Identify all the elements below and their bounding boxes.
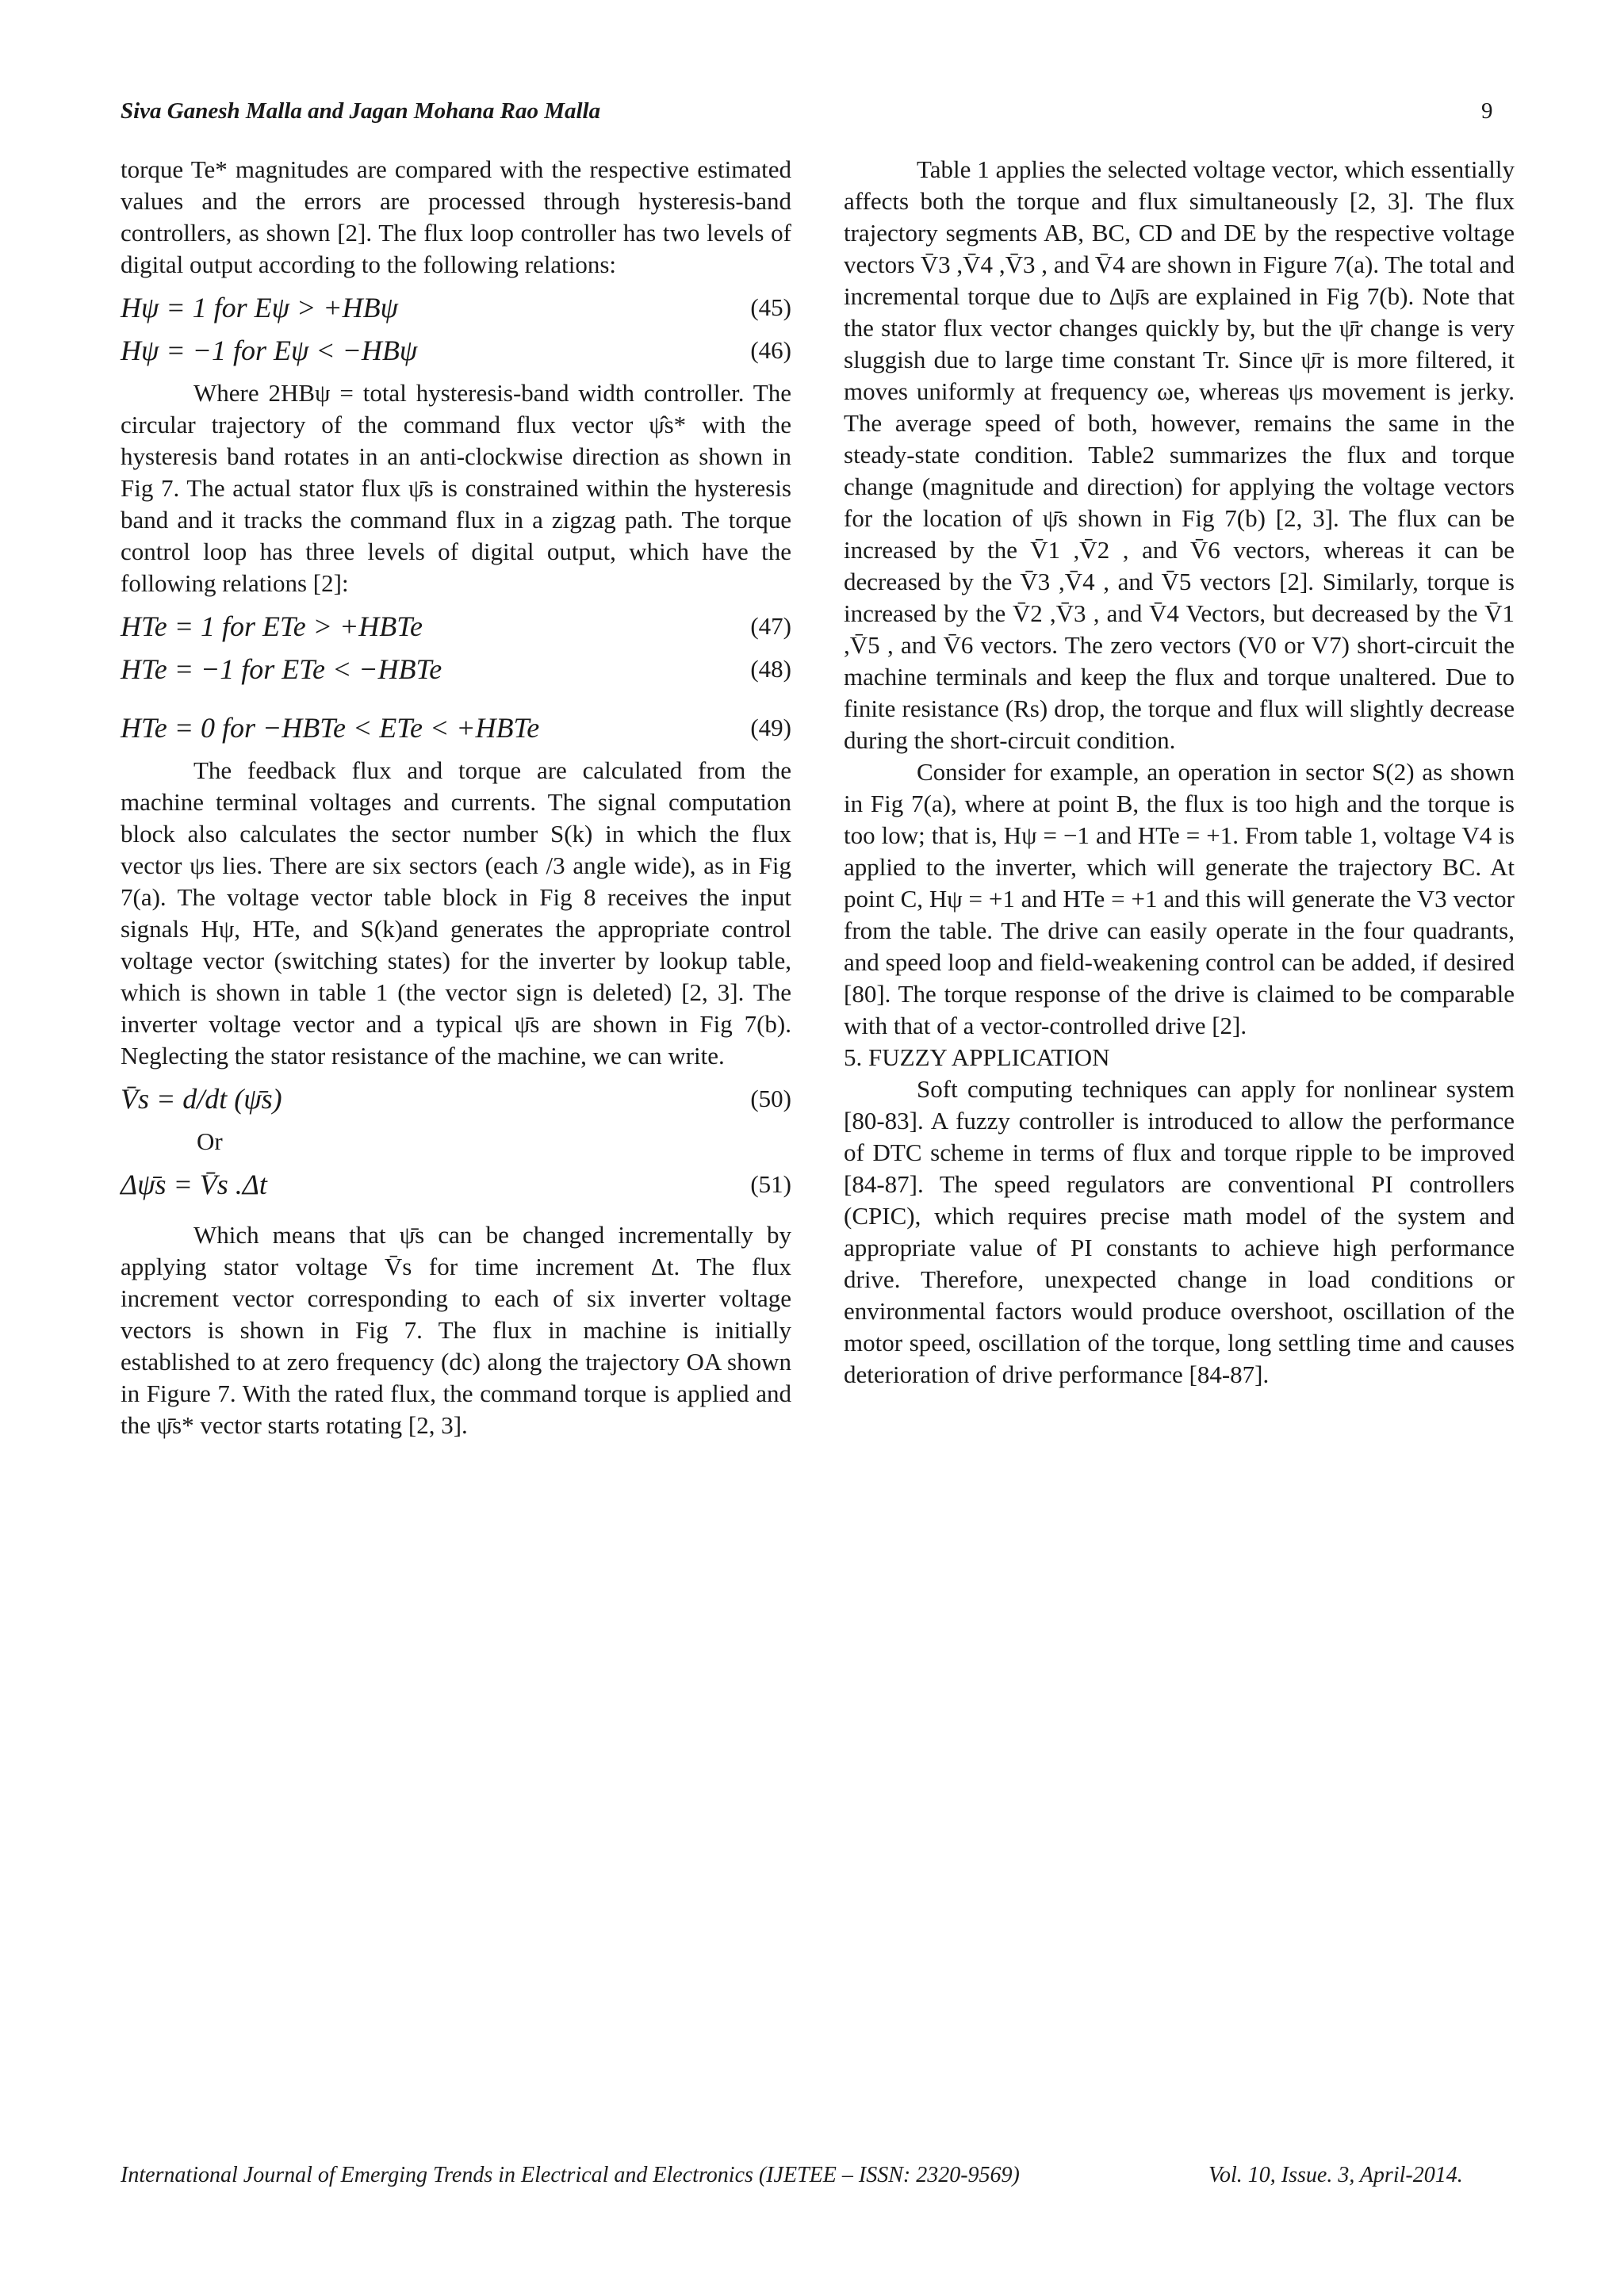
page-number: 9 xyxy=(1481,98,1493,124)
equation-expression: HTe = −1 for ETe < −HBTe xyxy=(121,653,442,685)
section-title: 5. FUZZY APPLICATION xyxy=(844,1043,1110,1071)
running-header-authors: Siva Ganesh Malla and Jagan Mohana Rao Malla xyxy=(121,98,601,124)
or-label: Or xyxy=(197,1127,223,1155)
paragraph: Consider for example, an operation in sector S(2) as shown in Fig 7(a), where at point B, the flux is too high and the torque is too low; that is, Hψ = −1 and HTe = +1. From table 1, voltage V4 is applied to the inverter, which will generate the trajectory BC. At point C, Hψ = +1 and HTe = +1 and this will generate the V3 vector from the table. The drive can easily operate in the four quadrants, and speed loop and field-weakening control can be added, if desired [80]. The torque response of the drive is claimed to be comparable with that of a vector-controlled drive [2]. xyxy=(844,758,1515,1039)
footer-volume: Vol. 10, Issue. 3, April-2014. xyxy=(1208,2163,1463,2187)
paragraph: torque Te* magnitudes are compared with the respective estimated values and the errors are processed through hysteresis-band controllers, as shown [2]. The flux loop controller has two levels of digital output according to the following relations: xyxy=(121,155,791,278)
equation-number: (48) xyxy=(750,655,791,683)
equation-50 xyxy=(121,1083,791,1115)
paragraph: Table 1 applies the selected voltage vector, which essentially affects both the torque and flux simultaneously [2, 3]. The flux trajectory segments AB, BC, CD and DE by the respective voltage vectors V̄3 ,V̄4 ,V̄3 , and V̄4 are shown in Figure 7(a). The total and incremental torque due to Δψ̄s are explained in Fig 7(b). Note that the stator flux vector changes quickly by, but the ψ̄r change is very sluggish due to large time constant Tr. Since ψ̄r is more filtered, it moves uniformly at frequency ωe, whereas ψs movement is jerky. The average speed of both, however, remains the same in the steady-state condition. Table2 summarizes the flux and torque change (magnitude and direction) for applying the voltage vectors for the location of ψ̄s shown in Fig 7(b) [2, 3]. The flux can be increased by the V̄1 ,V̄2 , and V̄6 vectors, whereas it can be decreased by the V̄3 ,V̄4 , and V̄5 vectors [2]. Similarly, torque is increased by the V̄2 ,V̄3 , and V̄4 Vectors, but decreased by the V̄1 ,V̄5 , and V̄6 vectors. The zero vectors (V0 or V7) short-circuit the machine terminals and keep the flux and torque unaltered. Due to finite resistance (Rs) drop, the torque and flux will slightly decrease during the short-circuit condition. xyxy=(844,155,1515,754)
equation-number: (45) xyxy=(750,293,791,321)
equation-number: (51) xyxy=(750,1170,791,1198)
equation-51 xyxy=(121,1169,791,1200)
equation-46 xyxy=(121,335,791,366)
equation-45 xyxy=(121,292,791,323)
equation-48 xyxy=(121,653,791,685)
equation-number: (46) xyxy=(750,336,791,364)
equation-49 xyxy=(121,712,791,744)
equation-expression: Hψ = −1 for Eψ < −HBψ xyxy=(121,335,418,366)
equation-number: (49) xyxy=(750,714,791,741)
left-column xyxy=(121,154,791,1441)
equation-expression: Hψ = 1 for Eψ > +HBψ xyxy=(121,292,398,323)
paragraph: Where 2HBψ = total hysteresis-band width controller. The circular trajectory of the command flux vector ψ̂s* with the hysteresis band rotates in an anti-clockwise direction as shown in Fig 7. The actual stator flux ψ̄s is constrained within the hysteresis band and it tracks the command flux in a zigzag path. The torque control loop has three levels of digital output, which have the following relations [2]: xyxy=(121,379,791,597)
footer-journal: International Journal of Emerging Trends in Electrical and Electronics (IJETEE – ISSN: 2320-9569) xyxy=(121,2163,1020,2187)
equation-number: (50) xyxy=(750,1085,791,1112)
equation-expression: HTe = 0 for −HBTe < ETe < +HBTe xyxy=(121,712,540,744)
paragraph: Soft computing techniques can apply for nonlinear system [80-83]. A fuzzy controller is introduced to allow the performance of DTC scheme in terms of flux and torque ripple to be improved [84-87]. The speed regulators are conventional PI controllers (CPIC), which requires precise math model of the system and appropriate value of PI constants to achieve high performance drive. Therefore, unexpected change in load conditions or environmental factors would produce overshoot, oscillation of the motor speed, oscillation of the torque, long settling time and causes deterioration of drive performance [84-87]. xyxy=(844,1075,1515,1388)
paragraph: The feedback flux and torque are calculated from the machine terminal voltages and currents. The signal computation block also calculates the sector number S(k) in which the flux vector ψs lies. There are six sectors (each /3 angle wide), as in Fig 7(a). The voltage vector table block in Fig 8 receives the input signals Hψ, HTe, and S(k)and generates the appropriate control voltage vector (switching states) for the inverter by lookup table, which is shown in table 1 (the vector sign is deleted) [2, 3]. The inverter voltage vector and a typical ψ̄s are shown in Fig 7(b). Neglecting the stator resistance of the machine, we can write. xyxy=(121,756,791,1070)
paragraph: Which means that ψ̄s can be changed incrementally by applying stator voltage V̄s for time increment Δt. The flux increment vector corresponding to each of six inverter voltage vectors is shown in Fig 7. The flux in machine is initially established to at zero frequency (dc) along the trajectory OA shown in Figure 7. With the rated flux, the command torque is applied and the ψ̄s* vector starts rotating [2, 3]. xyxy=(121,1221,791,1439)
equation-number: (47) xyxy=(750,612,791,640)
equation-47 xyxy=(121,610,791,642)
equation-expression: V̄s = d/dt (ψ̄s) xyxy=(121,1083,282,1115)
equation-expression: Δψ̄s = V̄s .Δt xyxy=(121,1169,267,1200)
right-column xyxy=(844,154,1515,1391)
equation-expression: HTe = 1 for ETe > +HBTe xyxy=(121,610,423,642)
